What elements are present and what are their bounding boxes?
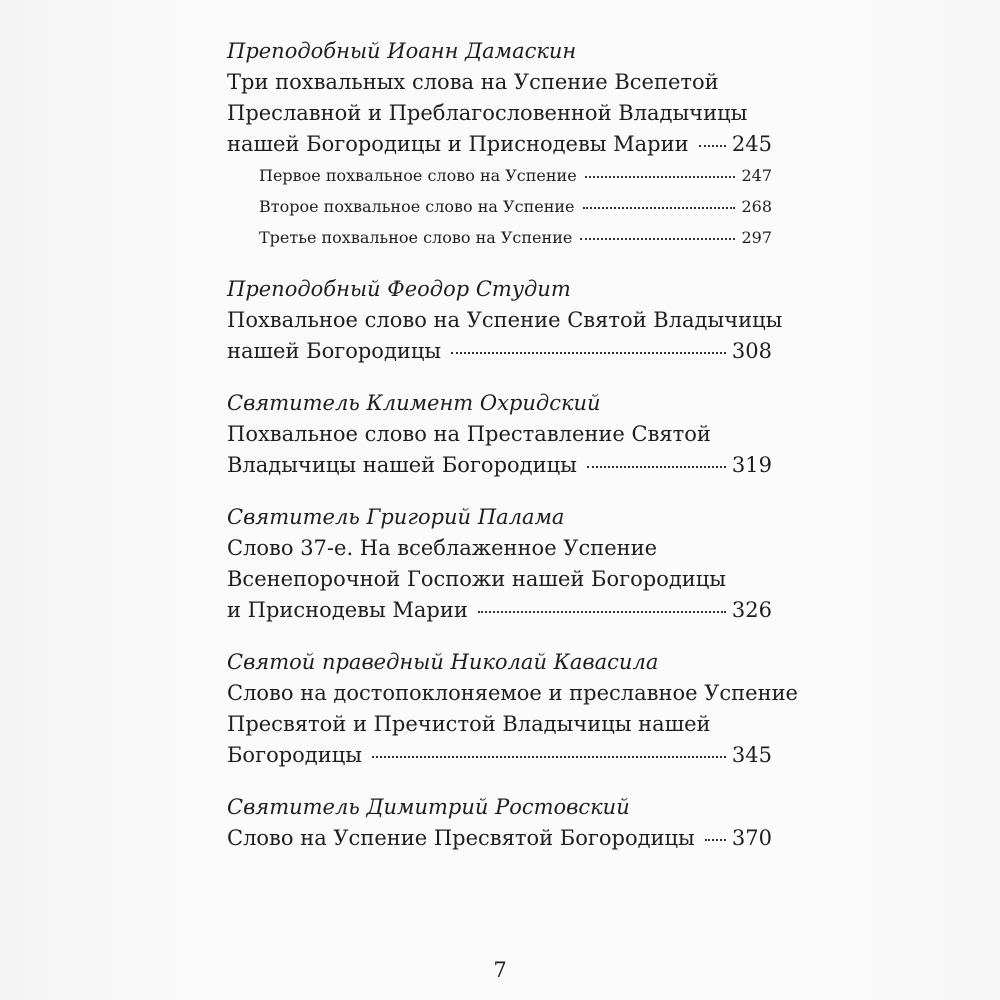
toc-author: Святой праведный Николай Кавасила: [227, 650, 659, 674]
toc-page-number: 247: [741, 166, 772, 185]
toc-entry: [227, 129, 772, 160]
toc-section-grigoriy-palama: [227, 502, 772, 626]
toc-title-line: Пресвятой и Пречистой Владычицы нашей: [227, 712, 711, 736]
toc-title-line: нашей Богородицы и Приснодевы Марии: [227, 132, 689, 156]
toc-subentry-title: Второе похвальное слово на Успение: [259, 197, 575, 216]
toc-subentry: [259, 191, 772, 222]
toc-entry: [227, 823, 772, 854]
toc-author: Святитель Григорий Палама: [227, 505, 565, 529]
toc-page-number: 268: [741, 197, 772, 216]
toc-title-line: Всенепорочной Госпожи нашей Богородицы: [227, 567, 726, 591]
toc-entry: [227, 740, 772, 771]
dot-leader: [478, 610, 726, 613]
toc-page-number: 319: [731, 453, 772, 477]
toc-title-line: Похвальное слово на Преставление Святой: [227, 422, 711, 446]
dot-leader: [580, 237, 735, 240]
toc-page-number: 370: [731, 826, 772, 850]
toc-title-line: Слово на Успение Пресвятой Богородицы: [227, 826, 695, 850]
toc-author: Преподобный Феодор Студит: [227, 277, 571, 301]
toc-section-feodor-studit: [227, 274, 783, 367]
toc-page-number: 297: [741, 228, 772, 247]
dot-leader: [451, 351, 726, 354]
toc-page-number: 326: [731, 598, 772, 622]
toc-title-line: Похвальное слово на Успение Святой Владычицы: [227, 308, 783, 332]
toc-page-number: 245: [731, 132, 772, 156]
toc-title-line: Слово на достопоклоняемое и преславное Успение: [227, 681, 798, 705]
page-number: 7: [493, 958, 507, 982]
toc-section-ioann-damaskin: [227, 36, 772, 253]
toc-title-line: и Приснодевы Марии: [227, 598, 468, 622]
toc-title-line: нашей Богородицы: [227, 339, 442, 363]
toc-title-line: Три похвальных слова на Успение Всепетой: [227, 70, 719, 94]
toc-subentry: [259, 160, 772, 191]
dot-leader: [585, 175, 736, 178]
dot-leader: [587, 465, 726, 468]
toc-title-line: Владычицы нашей Богородицы: [227, 453, 577, 477]
toc-author: Святитель Димитрий Ростовский: [227, 795, 630, 819]
toc-page-number: 308: [731, 339, 772, 363]
toc-entry: [227, 595, 772, 626]
toc-subentry-title: Первое похвальное слово на Успение: [259, 166, 577, 185]
toc-section-nikolay-kavasila: [227, 647, 798, 771]
toc-section-dimitriy-rostovskiy: [227, 792, 772, 854]
toc-subentry: [259, 222, 772, 253]
toc-section-kliment-ohridskiy: [227, 388, 772, 481]
toc-page-number: 345: [731, 743, 772, 767]
toc-subentry-title: Третье похвальное слово на Успение: [259, 228, 573, 247]
dot-leader: [705, 838, 726, 841]
toc-title-line: Богородицы: [227, 743, 362, 767]
toc-author: Святитель Климент Охридский: [227, 391, 601, 415]
toc-title-line: Преславной и Преблагословенной Владычицы: [227, 101, 748, 125]
toc-title-line: Слово 37-е. На всеблаженное Успение: [227, 536, 658, 560]
dot-leader: [699, 144, 726, 147]
dot-leader: [372, 755, 726, 758]
table-of-contents: [227, 36, 798, 875]
toc-entry: [227, 336, 772, 367]
toc-author: Преподобный Иоанн Дамаскин: [227, 39, 577, 63]
dot-leader: [583, 206, 736, 209]
toc-entry: [227, 450, 772, 481]
